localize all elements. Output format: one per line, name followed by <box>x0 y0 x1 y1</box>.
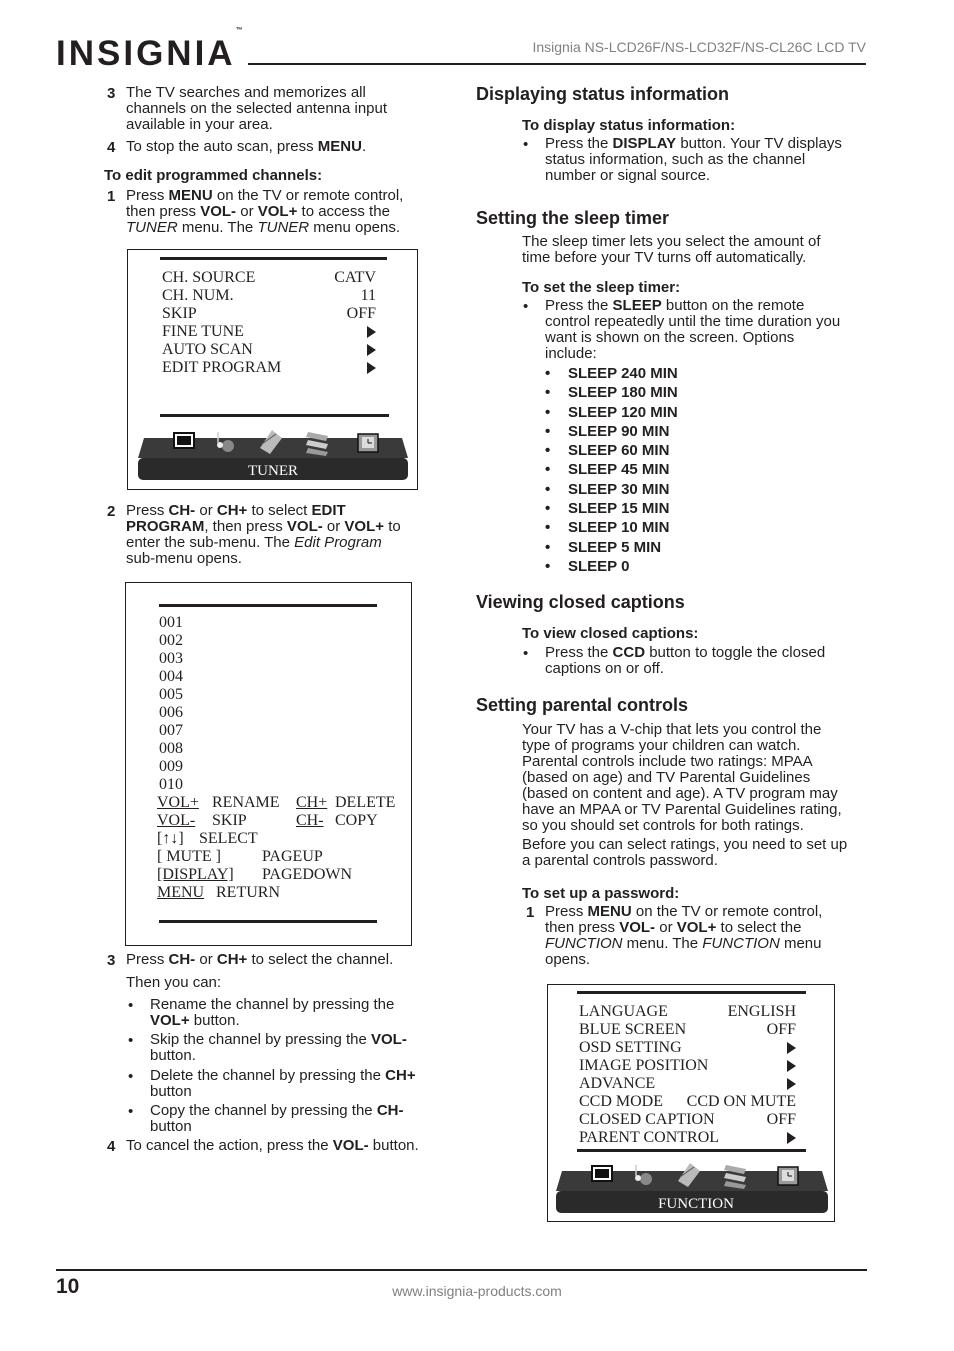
menu-footer-label: TUNER <box>248 463 298 479</box>
channel-number: 010 <box>159 776 183 793</box>
subheading: To edit programmed channels: <box>104 167 323 184</box>
clock-icon <box>778 1167 798 1185</box>
function-menu-list <box>579 1003 796 1147</box>
step-text: The TV searches and memorizes all channels on the selected antenna input available in your area. <box>126 84 388 133</box>
menu-footer-label: FUNCTION <box>658 1196 734 1212</box>
insignia-logo: INSIGNIA™ <box>56 27 243 73</box>
list-item: • SLEEP 240 MIN <box>545 365 678 382</box>
footer-url: www.insignia-products.com <box>392 1283 562 1299</box>
list-item: • SLEEP 45 MIN <box>545 461 670 479</box>
bullet-icon: • <box>523 136 529 153</box>
arrow-right-icon <box>787 1132 796 1144</box>
arrow-right-icon <box>367 362 376 374</box>
menu-bottom-rule <box>160 414 389 417</box>
bullet-text: Press the DISPLAY button. Your TV displays status information, such as the channel number or signal source. <box>545 135 842 184</box>
channel-number: 007 <box>159 722 183 739</box>
paragraph: Before you can select ratings, you need to set up a parental controls password. <box>522 836 848 869</box>
channel-number: 009 <box>159 758 183 775</box>
menu-row: IMAGE POSITION <box>579 1057 796 1075</box>
function-menu-figure <box>547 984 835 1222</box>
menu-bottom-rule <box>577 1149 806 1152</box>
menu-icon-bar <box>136 424 410 482</box>
step-number: 4 <box>107 1138 116 1155</box>
step-text: To cancel the action, press the VOL- button. <box>126 1137 419 1154</box>
list-item: • SLEEP 120 MIN <box>545 403 678 421</box>
list-item: • SLEEP 5 MIN <box>545 538 662 556</box>
step-text: Press MENU on the TV or remote control, then press VOL- or VOL+ to access the TUNER menu. The TUNER menu opens. <box>126 187 404 236</box>
list-item: • SLEEP 15 MIN <box>545 500 670 518</box>
bullet-icon: • <box>128 1032 134 1049</box>
tuner-menu-list <box>162 269 376 377</box>
subheading: To view closed captions: <box>522 625 699 642</box>
bullet-text: Skip the channel by pressing the VOL- button. <box>150 1031 407 1064</box>
menu-row: FINE TUNE <box>162 323 376 341</box>
channel-number: 004 <box>159 668 183 685</box>
books-icon <box>724 1165 746 1189</box>
channel-number: 002 <box>159 632 183 649</box>
section-heading: Viewing closed captions <box>476 592 685 612</box>
menu-row: EDIT PROGRAM <box>162 359 376 377</box>
menu-bottom-rule <box>159 920 377 923</box>
menu-row: CLOSED CAPTION OFF <box>579 1111 796 1128</box>
menu-top-rule <box>577 991 806 994</box>
header-title: Insignia NS-LCD26F/NS-LCD32F/NS-CL26C LCD TV <box>532 39 866 55</box>
bullet-icon: • <box>128 1103 134 1120</box>
books-icon <box>306 432 328 456</box>
menu-row: LANGUAGE ENGLISH <box>579 1003 796 1020</box>
header-rule <box>248 63 866 65</box>
channel-number: 001 <box>159 614 183 631</box>
menu-row: ADVANCE <box>579 1075 796 1093</box>
menu-row: AUTO SCAN <box>162 341 376 359</box>
arrow-right-icon <box>787 1060 796 1072</box>
arrow-right-icon <box>367 326 376 338</box>
list-item: • SLEEP 90 MIN <box>545 422 670 440</box>
menu-row: CCD MODE CCD ON MUTE <box>579 1093 796 1110</box>
menu-top-rule <box>159 604 377 607</box>
bullet-icon: • <box>128 1068 134 1085</box>
list-item: • SLEEP 30 MIN <box>545 480 670 498</box>
bullet-text: Copy the channel by pressing the CH- button <box>150 1102 404 1135</box>
edit-key-legend: VOL+ RENAME CH+ DELETE VOL- SKIP CH- COPY [↑↓] SELECT [ MUTE ] PAGEUP [DISPLAY] PAGEDOWN MENU RETURN <box>157 794 396 901</box>
step-number: 2 <box>107 503 116 520</box>
footer-rule <box>56 1269 867 1271</box>
step-text: Press CH- or CH+ to select EDIT PROGRAM, then press VOL- or VOL+ to enter the sub-menu. The Edit Program sub-menu opens. <box>126 502 401 567</box>
step-text: To stop the auto scan, press MENU. <box>126 138 367 155</box>
list-item: • SLEEP 180 MIN <box>545 384 678 402</box>
clock-icon <box>358 434 378 452</box>
tuner-menu-figure <box>127 249 418 490</box>
list-item: • SLEEP 10 MIN <box>545 519 670 537</box>
list-item: • SLEEP 0 <box>545 557 630 575</box>
bullet-text: Delete the channel by pressing the CH+ button <box>150 1067 416 1100</box>
channel-number: 005 <box>159 686 183 703</box>
section-heading: Setting the sleep timer <box>476 208 670 228</box>
channel-list <box>159 614 183 794</box>
arrow-right-icon <box>367 344 376 356</box>
step-number: 4 <box>107 139 116 156</box>
tv-icon <box>174 433 194 448</box>
edit-program-figure <box>125 582 412 946</box>
step-number: 3 <box>107 85 116 102</box>
arrow-right-icon <box>787 1078 796 1090</box>
step-number: 1 <box>107 188 116 205</box>
menu-row: SKIP OFF <box>162 305 376 322</box>
channel-number: 003 <box>159 650 183 667</box>
step-number: 1 <box>526 904 535 921</box>
paragraph: Your TV has a V-chip that lets you control the type of programs your children can watch. Parental controls include two ratings: MPAA (based on age) and TV Parental Guidelines (based on content and age). A TV program may have an MPAA or TV Parental Guidelines rating, so you should set controls for both ratings. <box>522 721 842 834</box>
list-item: • SLEEP 60 MIN <box>545 442 670 460</box>
arrow-right-icon <box>787 1042 796 1054</box>
bullet-text: Press the SLEEP button on the remote control repeatedly until the time duration you want is shown on the screen. Options include: <box>545 297 841 362</box>
step-number: 3 <box>107 952 116 969</box>
tv-icon <box>592 1166 612 1181</box>
step-text: Press CH- or CH+ to select the channel. <box>126 951 394 968</box>
menu-icon-bar <box>554 1157 830 1215</box>
menu-row: BLUE SCREEN OFF <box>579 1021 796 1038</box>
bullet-icon: • <box>128 997 134 1014</box>
step-text: Press MENU on the TV or remote control, then press VOL- or VOL+ to select the FUNCTION menu. The FUNCTION menu opens. <box>545 903 823 968</box>
section-heading: Displaying status information <box>476 84 730 104</box>
menu-top-rule <box>160 257 387 260</box>
menu-row: CH. NUM. 11 <box>162 287 376 304</box>
bullet-icon: • <box>523 645 529 662</box>
subheading: To display status information: <box>522 117 736 134</box>
sleep-options-list <box>545 366 678 578</box>
menu-row: PARENT CONTROL <box>579 1129 796 1147</box>
channel-number: 006 <box>159 704 183 721</box>
bullet-text: Rename the channel by pressing the VOL+ button. <box>150 996 395 1029</box>
paragraph: The sleep timer lets you select the amount of time before your TV turns off automatically. <box>522 233 821 266</box>
page-number: 10 <box>56 1275 80 1298</box>
subheading: To set up a password: <box>522 885 680 902</box>
subheading: To set the sleep timer: <box>522 279 681 296</box>
menu-row: CH. SOURCE CATV <box>162 269 376 286</box>
menu-row: OSD SETTING <box>579 1039 796 1057</box>
section-heading: Setting parental controls <box>476 695 689 715</box>
channel-number: 008 <box>159 740 183 757</box>
then-text: Then you can: <box>126 974 222 991</box>
bullet-text: Press the CCD button to toggle the closed captions on or off. <box>545 644 826 677</box>
bullet-icon: • <box>523 298 529 315</box>
